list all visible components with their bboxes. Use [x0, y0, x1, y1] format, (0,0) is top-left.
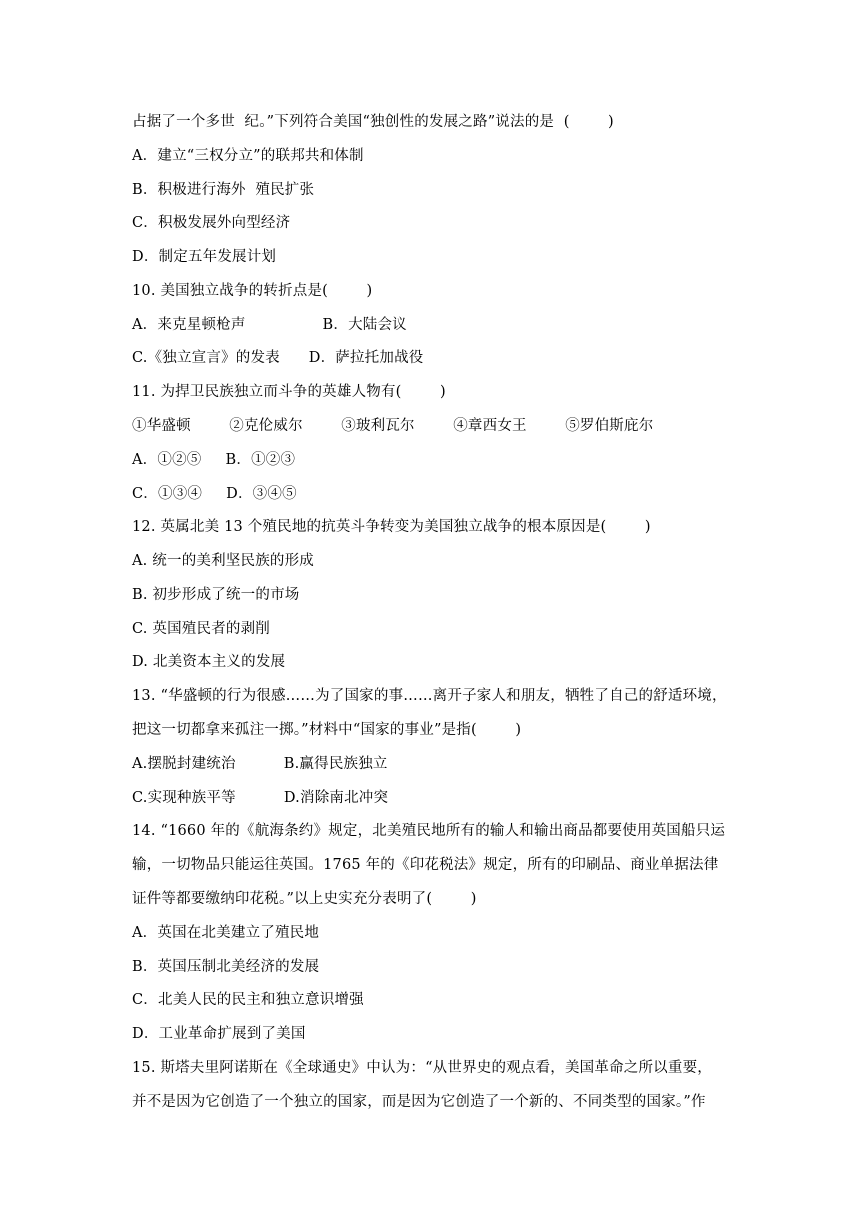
q12-option-a: A. 统一的美利坚民族的形成	[132, 553, 314, 569]
q9-option-d: D．制定五年发展计划	[132, 249, 277, 265]
q10-options-cd: C.《独立宣言》的发表 D．萨拉托加战役	[132, 350, 424, 366]
question-13-stem: 13. “华盛顿的行为很感……为了国家的事……离开子家人和朋友，牺牲了自己的舒适环境，	[132, 688, 727, 704]
q13-options-ab: A.摆脱封建统治 B.赢得民族独立	[132, 756, 388, 772]
question-15-stem-continued: 并不是因为它创造了一个独立的国家，而是因为它创造了一个新的、不同类型的国家。”作	[132, 1094, 706, 1110]
q12-option-d: D. 北美资本主义的发展	[132, 654, 286, 670]
q11-options-cd: C．①③④ D．③④⑤	[132, 486, 297, 502]
q9-option-b: B．积极进行海外 殖民扩张	[132, 182, 315, 198]
question-11-stem: 11. 为捍卫民族独立而斗争的英雄人物有( )	[132, 384, 446, 400]
question-13-stem-continued: 把这一切都拿来孤注一掷。”材料中“国家的事业”是指( )	[132, 722, 522, 738]
q10-options-ab: A．来克星顿枪声 B．大陆会议	[132, 317, 407, 333]
question-14-stem-continued: 输，一切物品只能运往英国。1765 年的《印花税法》规定，所有的印刷品、商业单据法律	[132, 857, 719, 873]
q11-options-ab: A．①②⑤ B．①②③	[132, 452, 296, 468]
q11-items: ①华盛顿 ②克伦威尔 ③玻利瓦尔 ④章西女王 ⑤罗伯斯庇尔	[132, 418, 654, 434]
question-14-stem-end: 证件等都要缴纳印花税。”以上史实充分表明了( )	[132, 891, 477, 907]
question-12-stem: 12. 英属北美 13 个殖民地的抗英斗争转变为美国独立战争的根本原因是( )	[132, 519, 651, 535]
question-9-stem-continued: 占据了一个多世 纪。”下列符合美国“独创性的发展之路”说法的是 ( )	[132, 114, 614, 130]
q9-option-c: C．积极发展外向型经济	[132, 215, 291, 231]
question-15-stem: 15. 斯塔夫里阿诺斯在《全球通史》中认为：“从世界史的观点看，美国革命之所以重要，	[132, 1060, 712, 1076]
q14-option-a: A．英国在北美建立了殖民地	[132, 925, 320, 941]
question-14-stem: 14. “1660 年的《航海条约》规定，北美殖民地所有的输人和输出商品都要使用英国船只运	[132, 823, 726, 839]
q13-options-cd: C.实现种族平等 D.消除南北冲突	[132, 790, 389, 806]
q14-option-b: B．英国压制北美经济的发展	[132, 959, 320, 975]
q12-option-b: B. 初步形成了统一的市场	[132, 587, 300, 603]
q14-option-d: D．工业革命扩展到了美国	[132, 1026, 306, 1042]
q14-option-c: C．北美人民的民主和独立意识增强	[132, 992, 364, 1008]
question-10-stem: 10. 美国独立战争的转折点是( )	[132, 283, 373, 299]
q9-option-a: A．建立“三权分立”的联邦共和体制	[132, 148, 364, 164]
q12-option-c: C. 英国殖民者的剥削	[132, 621, 270, 637]
